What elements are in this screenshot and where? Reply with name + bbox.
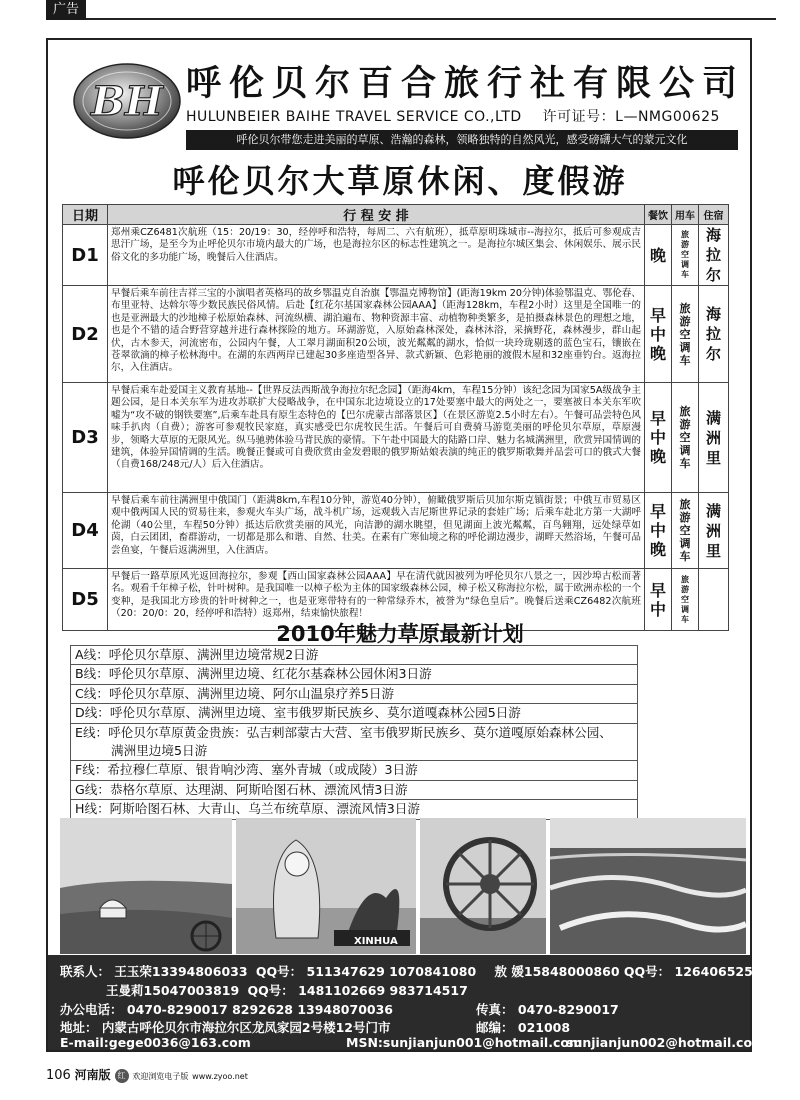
table-row [63, 225, 729, 286]
ad-label: 广告 [46, 0, 86, 20]
meal-cell [645, 383, 672, 493]
zip-line [476, 1018, 570, 1036]
office-phone: 0470-8290017 8292628 13948070036 [126, 1002, 393, 1017]
plan-item: H线：阿斯哈图石林、大青山、乌兰布统草原、漂流风情3日游 [70, 799, 638, 819]
hotel-cell [699, 225, 729, 286]
itinerary-table [62, 204, 729, 631]
itinerary-cell: 早餐后乘车前往吉祥三宝的小演唱者英格玛的故乡鄂温克自治旗【鄂温克博物馆】(距海19km 20分钟)体验鄂温克、鄂伦春、布里亚特、达斡尔等少数民族民俗风情。后赴【红花尔基国家森林公园AAA】（距海128km，车程2小时）这里是全国唯一的也是亚洲最大的沙地樟子松原始森林、河流纵横、湖泊遍布、物种资源丰富、动植物种类繁多，是拍摄森林景色的理想之地，也是个不错的适合野营穿越并进行森林探险的地方。环湖游览，入原始森林深处，森林沐浴，采摘野花，森林漫步，群山起伏，古木参天，河流密布，公园内午餐，人工翠月湖面积20公顷，波光粼粼的湖水，恰似一块玲珑剔透的蓝色宝石，镶嵌在苍翠欲滴的樟子松林海中。在湖的东西两岸已建起30多座造型各异、款式新颖、色彩艳丽的渡假木屋和32座垂钓台。返海拉尔，入住酒店。 [108, 286, 645, 383]
hotel-text: 海拉尔 [705, 226, 721, 284]
meal-cell [645, 286, 672, 383]
edition: 河南版 [74, 1068, 111, 1082]
table-header [63, 205, 729, 225]
contact-qq-2: 1264065255 [674, 964, 762, 979]
plans-list [70, 645, 638, 820]
qq-label: QQ号： [255, 964, 303, 979]
msn-2[interactable]: sunjianjun002@hotmail.com [566, 1035, 766, 1050]
contact-person-1: 王玉荣13394806033 [114, 964, 248, 979]
contact-panel [48, 955, 766, 1050]
car-cell [672, 383, 699, 493]
header-hotel: 住宿 [699, 205, 729, 225]
meal-text: 早中 [649, 580, 666, 619]
hotel-text: 满洲里 [705, 408, 721, 467]
matryoshka-square-photo [236, 818, 416, 954]
header-itinerary: 行 程 安 排 [108, 205, 645, 225]
logo-text: BH [91, 78, 163, 125]
badge-icon: 红 [115, 1069, 129, 1083]
header-meal: 餐饮 [645, 205, 672, 225]
email[interactable]: E-mail:gege0036@163.com [60, 1035, 251, 1050]
address: 内蒙古呼伦贝尔市海拉尔区龙凤家园2号楼12号门市 [101, 1020, 391, 1035]
itinerary-cell: 郑州乘CZ6481次航班（15：20/19：30，经停呼和浩特，每周二、六有航班），抵草原明珠城市--海拉尔，抵后可参观成吉思汗广场，是至今为止呼伦贝尔市境内最大的广场，也是海拉尔区的标志性建筑之一。是海拉尔城区集会、休闲娱乐、展示民俗文化的多功能广场，晚餐后入住酒店。 [108, 225, 645, 286]
license-number: 许可证号：L—NMG00625 [542, 109, 720, 125]
company-name-cn: 呼伦贝尔百合旅行社有限公司 [186, 63, 746, 104]
zip-label: 邮编： [476, 1020, 514, 1035]
plan-item: A线：呼伦贝尔草原、满洲里边境常规2日游 [70, 645, 638, 664]
plan-item-continued: 满洲里边境5日游 [70, 742, 638, 760]
meal-text: 早中晚 [649, 502, 666, 559]
promo-text: 欢迎浏览电子版 [132, 1072, 189, 1081]
contact-line-3 [60, 1000, 393, 1018]
company-name-en: HULUNBEIER BAIHE TRAVEL SERVICE CO.,LTD [186, 109, 522, 125]
meal-cell: 晚 [645, 225, 672, 286]
day-cell: D2 [63, 286, 108, 383]
contact-qq-3: 1481102669 983714517 [298, 983, 468, 998]
fax-number: 0470-8290017 [517, 1002, 619, 1017]
office-label: 办公电话： [60, 1002, 123, 1017]
bh-logo [72, 62, 182, 140]
header-day: 日期 [63, 205, 108, 225]
day-cell: D5 [63, 569, 108, 631]
car-cell [672, 493, 699, 569]
itinerary-cell: 早餐后一路草原风光返回海拉尔，参观【西山国家森林公园AAA】早在清代就因被列为呼伦贝尔八景之一，因沙埠古松而著名。观看千年樟子松，针叶树种。是我国唯一以樟子松为主体的国家级森林公园，樟子松又称海拉尔松，属于欧洲赤松的一个变种，是我国北方珍贵的针叶树种之一，也是亚寒带特有的一种常绿乔木，被誉为“绿色皇后”。晚餐后送乘CZ6482次航班（20：20/0：20，经停呼和浩特）返郑州，结束愉快旅程！ [108, 569, 645, 631]
day-cell: D3 [63, 383, 108, 493]
photo-watermark: XINHUA [354, 936, 398, 947]
contact-line-2 [106, 981, 468, 999]
table-row [63, 383, 729, 493]
hotel-cell [699, 383, 729, 493]
company-name-en-line [186, 106, 720, 126]
contact-person-2: 敖 媛15848000860 [494, 964, 620, 979]
plan-item: C线：呼伦贝尔草原、满洲里边境、阿尔山温泉疗养5日游 [70, 684, 638, 703]
msn-1[interactable]: MSN:sunjianjun001@hotmail.com [346, 1035, 582, 1050]
qq-label: QQ号： [247, 983, 294, 998]
hotel-text: 海拉尔 [705, 305, 721, 363]
hotel-cell [699, 493, 729, 569]
meal-text: 早中晚 [649, 409, 666, 466]
plan-item: D线：呼伦贝尔草原、满洲里边境、室韦俄罗斯民族乡、莫尔道嘎森林公园5日游 [70, 703, 638, 722]
table-row [63, 493, 729, 569]
car-text: 旅游空调车 [679, 405, 691, 470]
cart-wheel-photo [420, 818, 546, 954]
grassland-yurt-photo [60, 818, 232, 954]
plans-title: 2010年魅力草原最新计划 [276, 622, 524, 646]
contact-label: 联系人： [60, 964, 111, 979]
plan-item: E线：呼伦贝尔草原黄金贵族：弘吉剌部蒙古大营、室韦俄罗斯民族乡、莫尔道嘎原始森林公园、 [70, 723, 638, 742]
qq-label: QQ号： [623, 964, 671, 979]
fax-line [476, 1000, 619, 1018]
zip-code: 021008 [517, 1020, 571, 1035]
contact-line-1 [60, 962, 762, 980]
itinerary-cell: 早餐后乘车前往满洲里中俄国门（距满8km,车程10分钟，游览40分钟），俯瞰俄罗斯后贝加尔斯克镇街景；中俄互市贸易区观中俄两国人民的贸易往来，参观火车头广场，战斗机广场，远观载入吉尼斯世界记录的套娃广场；后乘车赴北方第一大湖呼伦湖（40公里，车程50分钟）抵达后欣赏美丽的风光，向洁渺的湖水眺望，但见湖面上波光粼粼，百鸟翱翔，远处绿草如茵，白云团团，畜群游动，一切都是那么和谐、自然、壮美。在素有广寒仙境之称的呼伦湖边漫步，湖畔天然浴场，午餐可品尝鱼宴，午餐后返满洲里，入住酒店。 [108, 493, 645, 569]
hotel-text: 满洲里 [705, 501, 721, 560]
photo-strip [60, 818, 746, 954]
contact-person-3: 王曼莉15047003819 [106, 983, 240, 998]
river-meadow-photo [550, 818, 746, 954]
top-rule [86, 18, 776, 20]
contact-qq-1: 511347629 1070841080 [306, 964, 477, 979]
plan-item: G线：恭格尔草原、达理湖、阿斯哈图石林、漂流风情3日游 [70, 780, 638, 799]
car-cell [672, 225, 699, 286]
website-link[interactable]: www.zyoo.net [192, 1072, 248, 1081]
itinerary-cell: 早餐后乘车赴爱国主义教育基地--【世界反法西斯战争海拉尔纪念园】（距海4km，车程15分钟）该纪念园为国家5A级战争主题公园，是日本关东军为进攻苏联扩大侵略战争，在中国东北边境设立的17处要塞中最大的两处之一，要塞被日本关东军吹嘘为“攻不破的钢铁要塞”,后乘车赴具有原生态特色的【巴尔虎蒙古部落景区】（在景区游览2.5小时左右）。午餐可品尝特色风味手扒肉（自费）；游客可参观牧民家庭，真实感受巴尔虎牧民生活。午餐后可自费骑马游览美丽的呼伦贝尔草原，草原漫步，领略大草原的无限风光。纵马驰骋体验马背民族的豪情。下午赴中国最大的陆路口岸、魅力名城满洲里，欣赏异国情调的建筑，体验异国情调的生活。晚餐正餐或可自费欣赏由金发碧眼的俄罗斯姑娘表演的纯正的俄罗斯歌舞并品尝可口的俄式大餐（自费168/248元/人）后入住酒店。 [108, 383, 645, 493]
car-text: 旅游空调车 [680, 230, 689, 279]
hotel-cell [699, 286, 729, 383]
ad-tag-bar [0, 0, 800, 20]
car-cell [672, 286, 699, 383]
plan-item: B线：呼伦贝尔草原、满洲里边境、红花尔基森林公园休闲3日游 [70, 664, 638, 683]
plan-item: F线：希拉穆仁草原、银肯响沙湾、塞外青城（或成陵）3日游 [70, 760, 638, 779]
page-footer [46, 1066, 746, 1083]
car-text: 旅游空调车 [679, 301, 691, 367]
day-cell: D4 [63, 493, 108, 569]
page-number: 106 [46, 1068, 71, 1083]
table-row [63, 286, 729, 383]
day-cell: D1 [63, 225, 108, 286]
meal-text: 早中晚 [649, 305, 666, 363]
header-car: 用车 [672, 205, 699, 225]
fax-label: 传真： [476, 1002, 514, 1017]
car-text: 旅游空调车 [679, 498, 691, 563]
car-text: 旅游空调车 [680, 574, 689, 624]
address-label: 地址： [60, 1020, 98, 1035]
contact-line-4 [60, 1018, 390, 1036]
page-title: 呼伦贝尔大草原休闲、度假游 [172, 162, 628, 200]
slogan-bar: 呼伦贝尔带您走进美丽的草原、浩瀚的森林，领略独特的自然风光，感受磅礴大气的蒙元文化 [186, 130, 738, 150]
meal-cell [645, 493, 672, 569]
